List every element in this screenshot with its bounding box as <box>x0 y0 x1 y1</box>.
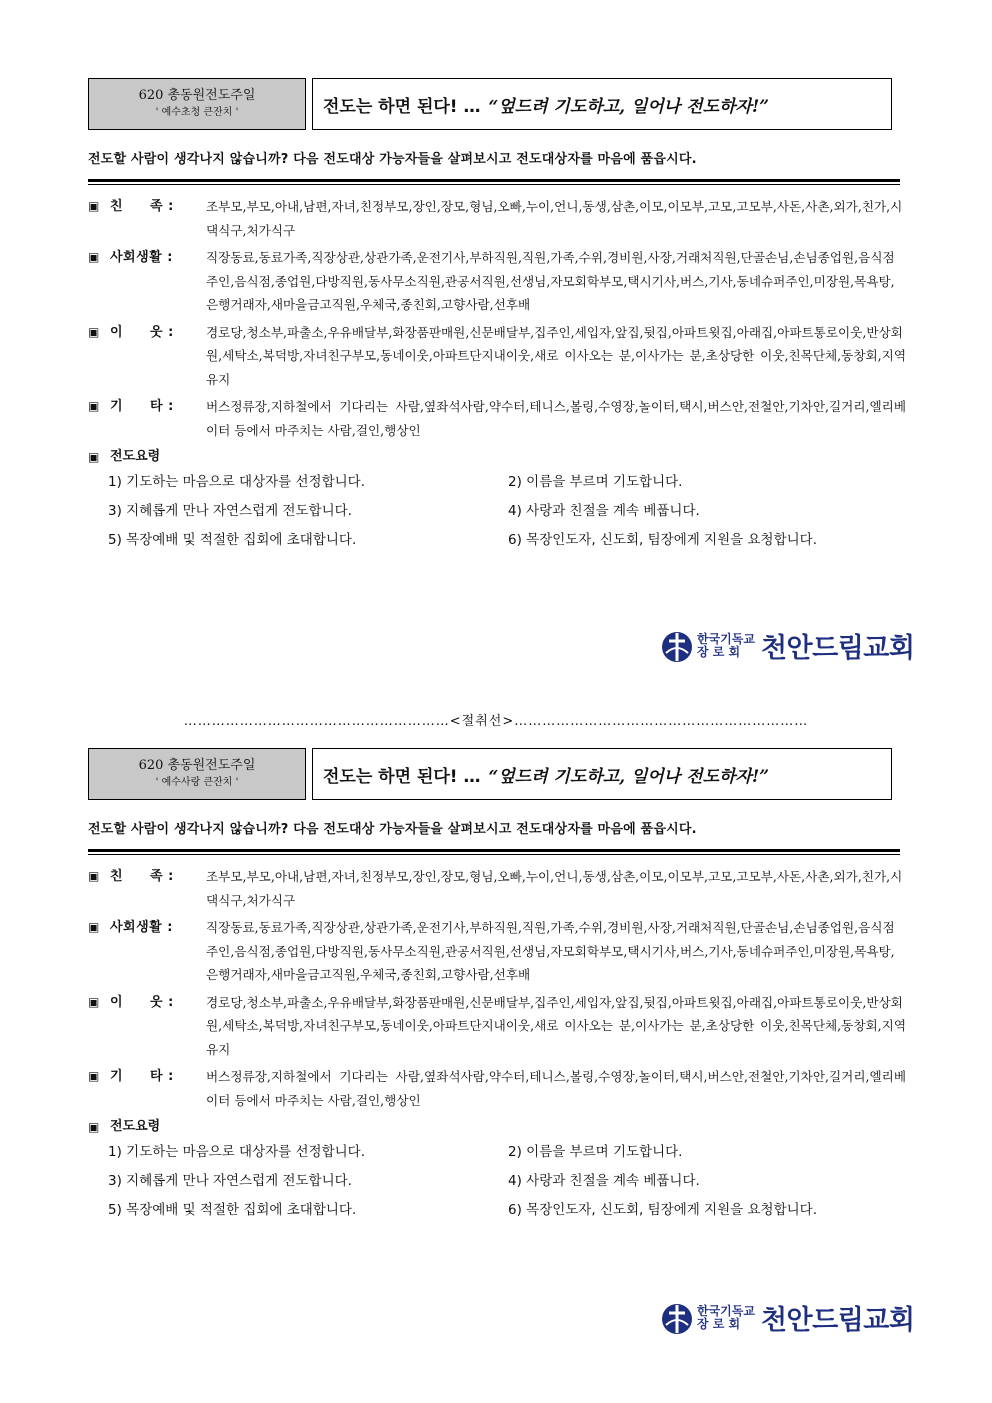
denomination-line1: 한국기독교 <box>697 1303 755 1318</box>
guide-step: 3) 지혜롭게 만나 자연스럽게 전도합니다. <box>108 1173 352 1189</box>
guide-step: 6) 목장인도자, 신도회, 팀장에게 지원을 요청합니다. <box>508 1202 818 1218</box>
category-label: 친 족 : <box>110 199 174 214</box>
square-bullet-icon: ▣ <box>88 920 100 934</box>
intro-text: 전도할 사람이 생각나지 않습니까? 다음 전도대상 가능자들을 살펴보시고 전도대상자를 마음에 품읍시다. <box>88 822 697 837</box>
category-items: 직장동료,동료가족,직장상관,상관가족,운전기사,부하직원,직원,가족,수위,경비원,사장,거래처직원,단골손님,손님종업원,음식점 주인,음식점,종업원,다방직원,동사무소직원,관공서직원,선생님,자모회학부모,택시기사,버스,기사,동네슈퍼주인,미장원,목욕탕,은행거래자,새마을금고직원,우체국,종친회,고향사람,선후배 <box>206 920 895 982</box>
church-logo <box>660 626 914 665</box>
category-items: 경로당,청소부,파출소,우유배달부,화장품판매원,신문배달부,집주인,세입자,앞집,뒷집,아파트윗집,아래집,아파트통로이웃,반상회원,세탁소,복덕방,자녀친구부모,동네이웃,아파트단지내이웃,새로 이사오는 분,이사가는 분,초상당한 이웃,친목단체,동창회,지역유지 <box>206 994 906 1057</box>
guide-step: 4) 사랑과 친절을 계속 베풉니다. <box>508 1173 700 1189</box>
square-bullet-icon: ▣ <box>88 250 100 264</box>
category-list <box>88 195 908 442</box>
denomination-line2: 장 로 회 <box>697 1316 741 1331</box>
square-bullet-icon: ▣ <box>88 199 100 213</box>
category-label: 사회생활 : <box>110 920 173 935</box>
guide-heading <box>88 1116 908 1138</box>
category-neighbors <box>88 991 908 1062</box>
category-items: 직장동료,동료가족,직장상관,상관가족,운전기사,부하직원,직원,가족,수위,경비원,사장,거래처직원,단골손님,손님종업원,음식점 주인,음식점,종업원,다방직원,동사무소직원,관공서직원,선생님,자모회학부모,택시기사,버스,기사,동네슈퍼주인,미장원,목욕탕,은행거래자,새마을금고직원,우체국,종친회,고향사람,선후배 <box>206 250 895 312</box>
square-bullet-icon: ▣ <box>88 994 100 1009</box>
event-title-box <box>88 78 306 130</box>
square-bullet-icon: ▣ <box>88 1069 100 1083</box>
category-social <box>88 246 908 317</box>
category-items: 버스정류장,지하철에서 기다리는 사람,옆좌석사람,약수터,테니스,볼링,수영장,놀이터,택시,버스안,전철안,기차안,길거리,엘리베이터 등에서 마주치는 사람,걸인,행상인 <box>206 399 906 438</box>
category-others <box>88 395 908 442</box>
category-social <box>88 916 908 987</box>
cut-line: …………………………………………………<절취선>……………………………………………………… <box>183 714 809 729</box>
event-title: 620 총동원전도주일 <box>138 88 256 103</box>
category-label: 이 웃 : <box>110 324 174 340</box>
category-items: 버스정류장,지하철에서 기다리는 사람,옆좌석사람,약수터,테니스,볼링,수영장,놀이터,택시,버스안,전철안,기차안,길거리,엘리베이터 등에서 마주치는 사람,걸인,행상인 <box>206 1069 906 1108</box>
category-family <box>88 195 908 242</box>
slogan-headline: 전도는 하면 된다! … <box>323 96 481 117</box>
category-label: 사회생활 : <box>110 250 173 265</box>
church-emblem-icon <box>660 629 694 663</box>
denomination-line2: 장 로 회 <box>697 644 741 659</box>
guide-steps <box>108 468 908 555</box>
church-logo <box>660 1298 914 1337</box>
square-bullet-icon: ▣ <box>88 450 100 464</box>
category-label: 친 족 : <box>110 869 174 884</box>
flyer-top <box>88 78 908 555</box>
event-subtitle: ' 예수초청 큰잔치 ' <box>155 107 239 118</box>
denomination-line1: 한국기독교 <box>697 631 755 646</box>
guide-step: 2) 이름을 부르며 기도합니다. <box>508 474 683 490</box>
double-divider <box>88 179 900 185</box>
category-list <box>88 865 908 1112</box>
event-title-box <box>88 748 306 800</box>
church-name: 천안드림교회 <box>760 1305 915 1336</box>
guide-step: 3) 지혜롭게 만나 자연스럽게 전도합니다. <box>108 503 352 519</box>
guide-step: 5) 목장예배 및 적절한 집회에 초대합니다. <box>108 532 357 548</box>
slogan-quote: “엎드려 기도하고, 일어나 전도하자!” <box>488 766 770 787</box>
guide-step: 4) 사랑과 친절을 계속 베풉니다. <box>508 503 700 519</box>
guide-title: 전도요령 <box>110 1119 161 1134</box>
category-label: 기 타 : <box>110 1069 174 1084</box>
guide-title: 전도요령 <box>110 449 161 464</box>
slogan-quote: “엎드려 기도하고, 일어나 전도하자!” <box>488 96 770 117</box>
guide-step: 2) 이름을 부르며 기도합니다. <box>508 1144 683 1160</box>
category-neighbors <box>88 321 908 392</box>
double-divider <box>88 849 900 855</box>
event-title: 620 총동원전도주일 <box>138 758 256 773</box>
category-items: 경로당,청소부,파출소,우유배달부,화장품판매원,신문배달부,집주인,세입자,앞집,뒷집,아파트윗집,아래집,아파트통로이웃,반상회원,세탁소,복덕방,자녀친구부모,동네이웃,아파트단지내이웃,새로 이사오는 분,이사가는 분,초상당한 이웃,친목단체,동창회,지역유지 <box>206 324 906 387</box>
slogan-box <box>312 748 892 800</box>
category-items: 조부모,부모,아내,남편,자녀,친정부모,장인,장모,형님,오빠,누이,언니,동생,삼촌,이모,이모부,고모,고모부,사돈,사촌,외가,친가,시댁식구,처가식구 <box>206 869 903 908</box>
square-bullet-icon: ▣ <box>88 399 100 413</box>
flyer-bottom <box>88 748 908 1225</box>
category-label: 이 웃 : <box>110 994 174 1010</box>
category-family <box>88 865 908 912</box>
flyer-header <box>88 78 908 130</box>
event-subtitle: ' 예수사랑 큰잔치 ' <box>155 777 239 788</box>
church-name: 천안드림교회 <box>760 633 915 664</box>
intro-text: 전도할 사람이 생각나지 않습니까? 다음 전도대상 가능자들을 살펴보시고 전도대상자를 마음에 품읍시다. <box>88 152 697 167</box>
flyer-header <box>88 748 908 800</box>
denomination-name <box>697 1305 755 1331</box>
slogan-box <box>312 78 892 130</box>
church-emblem-icon <box>660 1301 694 1335</box>
guide-step: 1) 기도하는 마음으로 대상자를 선정합니다. <box>108 1144 366 1160</box>
square-bullet-icon: ▣ <box>88 324 100 339</box>
category-others <box>88 1065 908 1112</box>
category-label: 기 타 : <box>110 399 174 414</box>
denomination-name <box>697 633 755 659</box>
guide-step: 1) 기도하는 마음으로 대상자를 선정합니다. <box>108 474 366 490</box>
guide-step: 5) 목장예배 및 적절한 집회에 초대합니다. <box>108 1202 357 1218</box>
slogan-headline: 전도는 하면 된다! … <box>323 766 481 787</box>
guide-steps <box>108 1138 908 1225</box>
square-bullet-icon: ▣ <box>88 869 100 883</box>
category-items: 조부모,부모,아내,남편,자녀,친정부모,장인,장모,형님,오빠,누이,언니,동생,삼촌,이모,이모부,고모,고모부,사돈,사촌,외가,친가,시댁식구,처가식구 <box>206 199 903 238</box>
guide-step: 6) 목장인도자, 신도회, 팀장에게 지원을 요청합니다. <box>508 532 818 548</box>
square-bullet-icon: ▣ <box>88 1120 100 1134</box>
guide-heading <box>88 446 908 468</box>
